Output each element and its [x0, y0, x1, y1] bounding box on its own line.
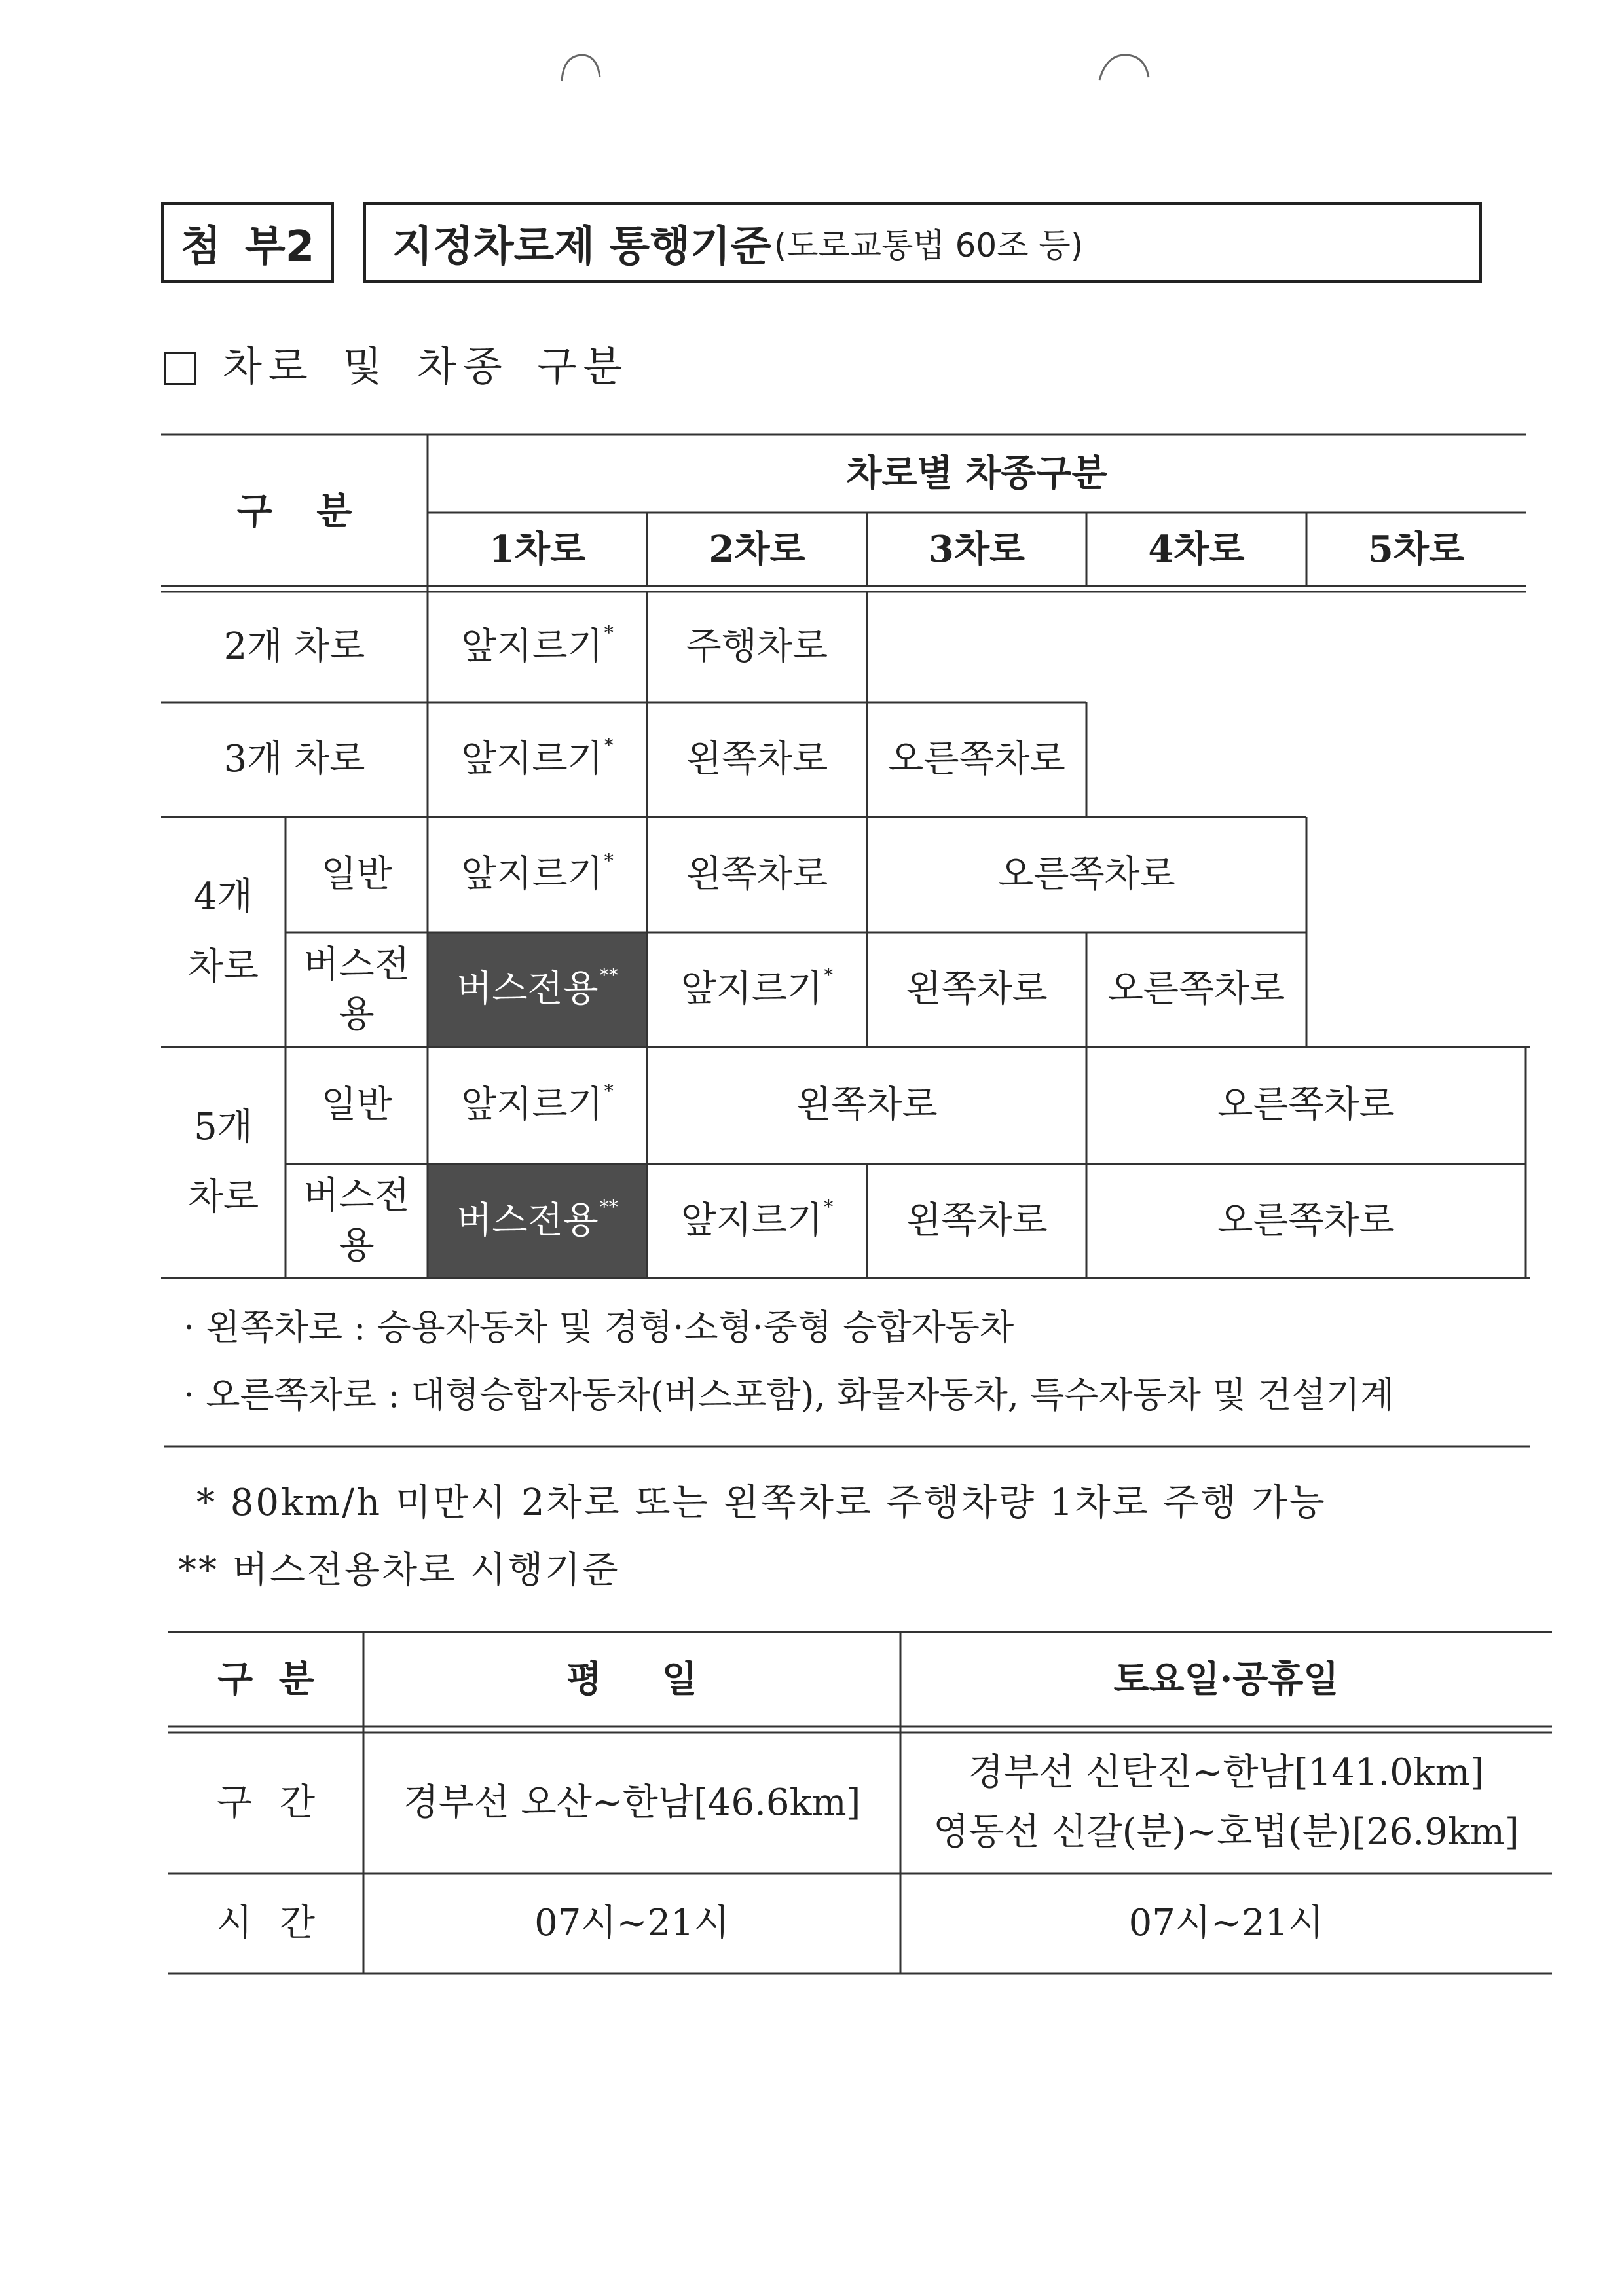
header-text: 2차로 — [709, 527, 805, 571]
bus-table-time-label — [168, 1874, 363, 1973]
row-label-text: 3개 차로 — [223, 738, 365, 781]
row-3-lanes-lane-3 — [867, 702, 1086, 817]
row-4-lanes-bus-lane-1 — [428, 932, 647, 1047]
section-heading: 차로 및 차종 구분 — [223, 342, 629, 390]
row-5-lanes-general-lane-1 — [428, 1047, 647, 1164]
row-sublabel-text: 일반 — [321, 852, 392, 896]
row-sublabel-line: 버스전 — [303, 943, 410, 986]
row-2-lanes-lane-1 — [428, 592, 647, 702]
punch-hole-mark — [562, 55, 600, 81]
row-sublabel-text: 일반 — [321, 1084, 392, 1127]
footnote-mark: * — [604, 622, 614, 644]
row-3-lanes-lane-1 — [428, 702, 647, 817]
header-text: 구 분 — [236, 490, 352, 534]
row-label-line: 차로 — [187, 945, 259, 988]
footnote-mark: * — [824, 964, 834, 987]
cell-text: 오른쪽차로 — [998, 852, 1175, 896]
lane-header-5 — [1306, 513, 1526, 586]
row-5-lanes-bus-lane-3 — [867, 1164, 1086, 1278]
row-3-lanes-label — [161, 702, 428, 817]
bus-table-time-weekday — [363, 1874, 900, 1973]
header-text: 5차로 — [1367, 527, 1465, 571]
cell-text-line: 경부선 신탄진~한남[141.0km] — [968, 1751, 1485, 1795]
cell-text: 주행차로 — [686, 625, 828, 668]
footnote-bus-lane: ** 버스전용차로 시행기준 — [178, 1549, 620, 1592]
cell-text: 07시~21시 — [534, 1901, 729, 1944]
cell-text: 오른쪽차로 — [888, 738, 1065, 781]
lane-header-1 — [428, 513, 647, 586]
row-sublabel-line: 버스전 — [303, 1175, 410, 1218]
row-label-text: 구 간 — [217, 1781, 315, 1824]
row-4-lanes-general-lane-2 — [647, 817, 867, 932]
row-sublabel-line: 용 — [339, 1224, 375, 1267]
footnote-mark: ** — [599, 1195, 618, 1218]
bus-table-section-label — [168, 1732, 363, 1874]
attachment-label: 첨 부2 — [180, 222, 315, 271]
attachment-label-box — [161, 202, 334, 283]
footnote-mark: * — [604, 1080, 614, 1102]
row-4-lanes-bus-lane-4 — [1086, 932, 1306, 1047]
footnote-mark: * — [824, 1195, 834, 1218]
cell-text: 앞지르기 — [461, 738, 603, 781]
row-label-line: 4개 — [194, 875, 253, 919]
cell-text: 경부선 오산~한남[46.6km] — [403, 1781, 861, 1824]
cell-text: 왼쪽차로 — [796, 1084, 938, 1127]
footnote-mark: * — [604, 849, 614, 871]
row-sublabel-line: 용 — [339, 993, 375, 1036]
lane-note-right-lane: · 오른쪽차로 : 대형승합자동차(버스포함), 화물자동차, 특수자동차 및 건설기계 — [183, 1374, 1395, 1415]
lane-header-3 — [867, 513, 1086, 586]
row-4-lanes-bus-lane-3 — [867, 932, 1086, 1047]
cell-text: 왼쪽차로 — [906, 968, 1048, 1011]
document-title-reference: (도로교통법 60조 등) — [773, 226, 1084, 264]
section-bullet-square-icon — [164, 352, 196, 385]
punch-hole-mark — [1099, 55, 1149, 80]
lane-table-group-header — [428, 435, 1526, 513]
footnote-overtaking: * 80km/h 미만시 2차로 또는 왼쪽차로 주행차량 1차로 주행 가능 — [196, 1482, 1327, 1524]
cell-text-line: 영동선 신갈(분)~호법(분)[26.9km] — [933, 1811, 1519, 1853]
cell-text: 버스전용 — [456, 968, 599, 1011]
cell-text: 앞지르기 — [461, 625, 603, 668]
header-text: 4차로 — [1148, 527, 1245, 571]
row-5-lanes-general-label — [286, 1047, 428, 1164]
bus-table-time-weekend — [900, 1874, 1552, 1973]
header-text: 1차로 — [489, 527, 586, 571]
header-text: 구 분 — [217, 1657, 314, 1701]
bus-table-section-weekday — [363, 1732, 900, 1874]
cell-text: 왼쪽차로 — [906, 1199, 1048, 1242]
cell-text: 왼쪽차로 — [686, 738, 828, 781]
row-4-lanes-general-lanes-3-4 — [867, 817, 1306, 932]
row-5-lanes-general-lanes-2-3 — [647, 1047, 1086, 1164]
cell-text: 앞지르기 — [461, 1084, 603, 1127]
document-title: 지정차로제 통행기준 — [392, 222, 771, 271]
footnote-mark: * — [604, 735, 614, 757]
row-4-lanes-bus-label — [286, 932, 428, 1047]
row-label-text: 2개 차로 — [223, 625, 365, 668]
row-3-lanes-lane-2 — [647, 702, 867, 817]
header-text: 평 일 — [566, 1657, 697, 1701]
row-label-text: 시 간 — [217, 1901, 315, 1944]
cell-text: 오른쪽차로 — [1217, 1084, 1395, 1127]
row-label-line: 5개 — [194, 1106, 253, 1149]
cell-text: 앞지르기 — [461, 852, 603, 896]
lane-table-category-header — [161, 435, 428, 589]
footnote-mark: ** — [599, 964, 618, 987]
row-2-lanes-label — [161, 592, 428, 702]
cell-text: 오른쪽차로 — [1107, 968, 1285, 1011]
cell-text: 버스전용 — [456, 1199, 599, 1242]
row-5-lanes-bus-lanes-4-5 — [1086, 1164, 1526, 1278]
title-box — [363, 202, 1482, 283]
lane-header-2 — [647, 513, 867, 586]
header-text: 차로별 차종구분 — [846, 452, 1107, 496]
cell-text: 앞지르기 — [680, 968, 823, 1011]
row-4-lanes-label — [161, 817, 286, 1047]
row-5-lanes-bus-lane-2 — [647, 1164, 867, 1278]
row-5-lanes-bus-label — [286, 1164, 428, 1278]
cell-text: 오른쪽차로 — [1217, 1199, 1395, 1242]
row-5-lanes-bus-lane-1 — [428, 1164, 647, 1278]
row-5-lanes-label — [161, 1047, 286, 1278]
row-4-lanes-general-label — [286, 817, 428, 932]
lane-header-4 — [1086, 513, 1306, 586]
cell-text: 앞지르기 — [680, 1199, 823, 1242]
lane-note-left-lane: · 왼쪽차로 : 승용자동차 및 경형·소형·중형 승합자동차 — [183, 1307, 1014, 1348]
cell-text: 왼쪽차로 — [686, 852, 828, 896]
row-5-lanes-general-lanes-4-5 — [1086, 1047, 1526, 1164]
bus-table-weekday-header — [363, 1632, 900, 1726]
row-4-lanes-bus-lane-2 — [647, 932, 867, 1047]
bus-table-category-header — [168, 1632, 363, 1726]
header-text: 3차로 — [928, 527, 1025, 571]
row-2-lanes-lane-2 — [647, 592, 867, 702]
row-4-lanes-general-lane-1 — [428, 817, 647, 932]
cell-text: 07시~21시 — [1128, 1901, 1324, 1944]
row-label-line: 차로 — [187, 1175, 259, 1218]
bus-table-weekend-header — [900, 1632, 1552, 1726]
bus-table-section-weekend — [900, 1732, 1552, 1874]
header-text: 토요일·공휴일 — [1113, 1657, 1339, 1701]
